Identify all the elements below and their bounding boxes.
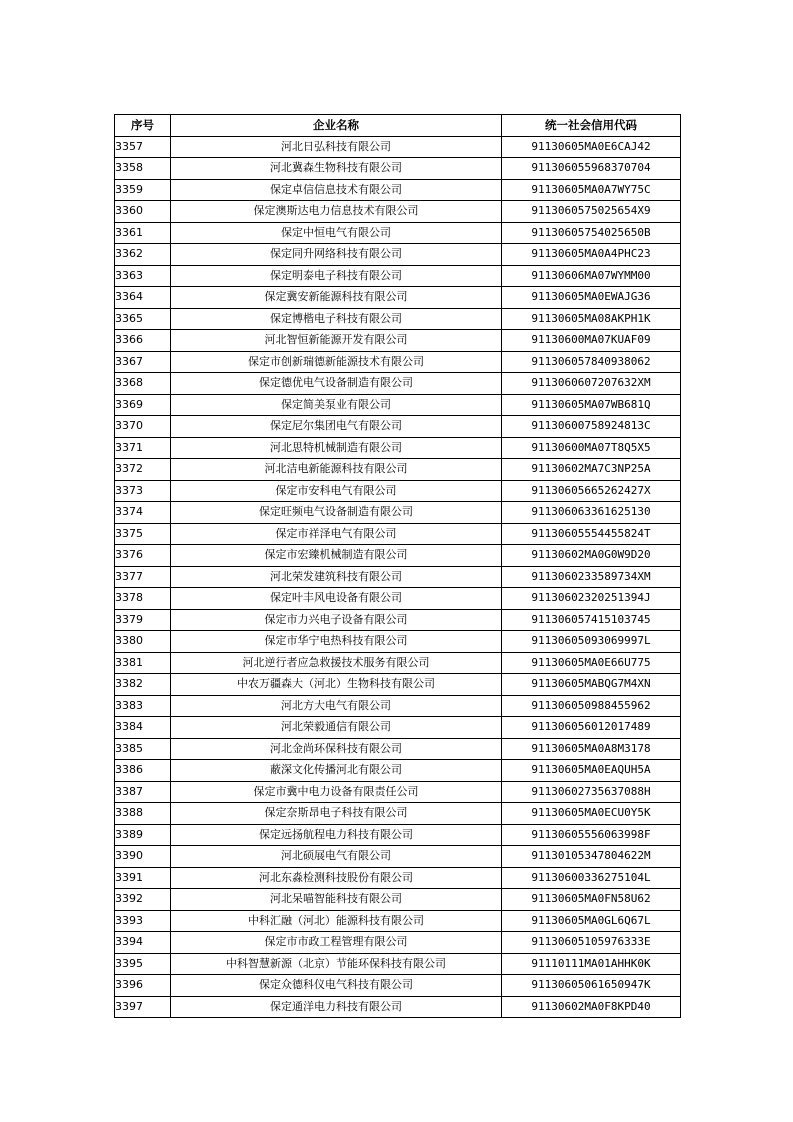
- row-name: 保定简美泵业有限公司: [171, 394, 502, 416]
- table-row: [115, 631, 681, 653]
- row-code: 91130605MA0A4PHC23: [502, 244, 681, 266]
- enterprise-table: [114, 114, 681, 1018]
- row-name: 保定博楷电子科技有限公司: [171, 308, 502, 330]
- table-row: [115, 910, 681, 932]
- table-row: [115, 502, 681, 524]
- row-seq: 3376: [115, 545, 171, 567]
- row-seq: 3358: [115, 158, 171, 180]
- row-seq: 3388: [115, 803, 171, 825]
- row-seq: 3382: [115, 674, 171, 696]
- row-code: 91130605MA0EAQUH5A: [502, 760, 681, 782]
- row-seq: 3392: [115, 889, 171, 911]
- row-code: 91130600758924813C: [502, 416, 681, 438]
- row-code: 91130605MA0A7WY75C: [502, 179, 681, 201]
- row-name: 河北冀森生物科技有限公司: [171, 158, 502, 180]
- row-seq: 3360: [115, 201, 171, 223]
- table-row: [115, 437, 681, 459]
- row-name: 河北方大电气有限公司: [171, 695, 502, 717]
- table-row: [115, 695, 681, 717]
- table-row: [115, 652, 681, 674]
- row-name: 保定明泰电子科技有限公司: [171, 265, 502, 287]
- row-name: 河北荣毅通信有限公司: [171, 717, 502, 739]
- row-seq: 3357: [115, 136, 171, 158]
- table-row: [115, 889, 681, 911]
- row-name: 保定市宏臻机械制造有限公司: [171, 545, 502, 567]
- header-name: 企业名称: [171, 115, 502, 137]
- row-seq: 3380: [115, 631, 171, 653]
- row-seq: 3384: [115, 717, 171, 739]
- row-seq: 3370: [115, 416, 171, 438]
- table-header-row: [115, 115, 681, 137]
- row-code: 91130605MABQG7M4XN: [502, 674, 681, 696]
- row-name: 保定叶丰风电设备有限公司: [171, 588, 502, 610]
- row-code: 911306057415103745: [502, 609, 681, 631]
- table-row: [115, 416, 681, 438]
- row-code: 91130605MA07WB681Q: [502, 394, 681, 416]
- row-code: 91130602MA0F8KPD40: [502, 996, 681, 1018]
- row-name: 保定市创新瑞德新能源技术有限公司: [171, 351, 502, 373]
- row-seq: 3375: [115, 523, 171, 545]
- row-seq: 3362: [115, 244, 171, 266]
- table-row: [115, 459, 681, 481]
- row-name: 河北金尚环保科技有限公司: [171, 738, 502, 760]
- row-name: 保定远扬航程电力科技有限公司: [171, 824, 502, 846]
- row-name: 保定市祥泽电气有限公司: [171, 523, 502, 545]
- row-name: 蔽深文化传播河北有限公司: [171, 760, 502, 782]
- row-name: 中科汇融（河北）能源科技有限公司: [171, 910, 502, 932]
- row-name: 保定市力兴电子设备有限公司: [171, 609, 502, 631]
- row-seq: 3372: [115, 459, 171, 481]
- row-code: 91130605MA0E66U775: [502, 652, 681, 674]
- table-row: [115, 287, 681, 309]
- row-name: 河北日弘科技有限公司: [171, 136, 502, 158]
- row-seq: 3373: [115, 480, 171, 502]
- row-code: 91130606MA07WYMM00: [502, 265, 681, 287]
- table-row: [115, 674, 681, 696]
- row-seq: 3386: [115, 760, 171, 782]
- table-row: [115, 781, 681, 803]
- row-code: 91130602MA7C3NP25A: [502, 459, 681, 481]
- row-seq: 3374: [115, 502, 171, 524]
- table-row: [115, 523, 681, 545]
- table-row: [115, 609, 681, 631]
- table-row: [115, 932, 681, 954]
- table-row: [115, 308, 681, 330]
- row-name: 保定市安科电气有限公司: [171, 480, 502, 502]
- row-seq: 3395: [115, 953, 171, 975]
- row-seq: 3393: [115, 910, 171, 932]
- row-name: 保定中恒电气有限公司: [171, 222, 502, 244]
- row-name: 中农万疆森大（河北）生物科技有限公司: [171, 674, 502, 696]
- row-name: 河北呆喵智能科技有限公司: [171, 889, 502, 911]
- row-code: 91130105347804622M: [502, 846, 681, 868]
- row-name: 河北洁电新能源科技有限公司: [171, 459, 502, 481]
- row-seq: 3369: [115, 394, 171, 416]
- header-code: 统一社会信用代码: [502, 115, 681, 137]
- row-name: 河北硕展电气有限公司: [171, 846, 502, 868]
- table-row: [115, 394, 681, 416]
- row-code: 91130602735637088H: [502, 781, 681, 803]
- row-seq: 3367: [115, 351, 171, 373]
- row-name: 保定同升网络科技有限公司: [171, 244, 502, 266]
- row-name: 河北思特机械制造有限公司: [171, 437, 502, 459]
- row-seq: 3363: [115, 265, 171, 287]
- table-row: [115, 330, 681, 352]
- row-seq: 3377: [115, 566, 171, 588]
- table-row: [115, 244, 681, 266]
- table-row: [115, 824, 681, 846]
- row-name: 河北荣发建筑科技有限公司: [171, 566, 502, 588]
- row-code: 91130605554455824T: [502, 523, 681, 545]
- row-code: 91130600MA07KUAF09: [502, 330, 681, 352]
- row-seq: 3381: [115, 652, 171, 674]
- row-name: 中科智慧新源（北京）节能环保科技有限公司: [171, 953, 502, 975]
- table-row: [115, 566, 681, 588]
- table-row: [115, 996, 681, 1018]
- row-seq: 3389: [115, 824, 171, 846]
- row-name: 保定澳斯达电力信息技术有限公司: [171, 201, 502, 223]
- row-code: 91110111MA01AHHK0K: [502, 953, 681, 975]
- row-seq: 3371: [115, 437, 171, 459]
- row-name: 保定市华宁电热科技有限公司: [171, 631, 502, 653]
- row-seq: 3385: [115, 738, 171, 760]
- row-code: 9113060575025654X9: [502, 201, 681, 223]
- row-seq: 3387: [115, 781, 171, 803]
- row-code: 91130602320251394J: [502, 588, 681, 610]
- row-code: 91130605665262427X: [502, 480, 681, 502]
- row-seq: 3391: [115, 867, 171, 889]
- row-seq: 3359: [115, 179, 171, 201]
- row-name: 河北逆行者应急救援技术服务有限公司: [171, 652, 502, 674]
- table-row: [115, 953, 681, 975]
- row-code: 91130605061650947K: [502, 975, 681, 997]
- row-code: 91130605MA0GL6Q67L: [502, 910, 681, 932]
- table-row: [115, 717, 681, 739]
- row-seq: 3365: [115, 308, 171, 330]
- row-name: 保定旺频电气设备制造有限公司: [171, 502, 502, 524]
- row-seq: 3396: [115, 975, 171, 997]
- table-row: [115, 222, 681, 244]
- row-code: 9113060233589734XM: [502, 566, 681, 588]
- row-code: 91130605MA0ECU0Y5K: [502, 803, 681, 825]
- table-row: [115, 373, 681, 395]
- row-name: 保定德优电气设备制造有限公司: [171, 373, 502, 395]
- row-code: 911306050988455962: [502, 695, 681, 717]
- row-code: 9113060607207632XM: [502, 373, 681, 395]
- header-seq: 序号: [115, 115, 171, 137]
- table-row: [115, 351, 681, 373]
- row-code: 91130600336275104L: [502, 867, 681, 889]
- table-row: [115, 265, 681, 287]
- row-seq: 3397: [115, 996, 171, 1018]
- table-row: [115, 588, 681, 610]
- row-code: 91130605556063998F: [502, 824, 681, 846]
- row-code: 911306056012017489: [502, 717, 681, 739]
- row-name: 河北智恒新能源开发有限公司: [171, 330, 502, 352]
- row-seq: 3361: [115, 222, 171, 244]
- row-seq: 3366: [115, 330, 171, 352]
- row-seq: 3378: [115, 588, 171, 610]
- row-seq: 3394: [115, 932, 171, 954]
- row-code: 91130605MA0EWAJG36: [502, 287, 681, 309]
- row-name: 保定尼尔集团电气有限公司: [171, 416, 502, 438]
- row-code: 91130605MA0FN58U62: [502, 889, 681, 911]
- table-row: [115, 545, 681, 567]
- row-code: 91130605105976333E: [502, 932, 681, 954]
- row-name: 河北东淼检测科技股份有限公司: [171, 867, 502, 889]
- table-row: [115, 201, 681, 223]
- table-row: [115, 158, 681, 180]
- row-code: 911306055968370704: [502, 158, 681, 180]
- row-code: 91130605MA08AKPH1K: [502, 308, 681, 330]
- table-row: [115, 867, 681, 889]
- row-code: 911306063361625130: [502, 502, 681, 524]
- row-name: 保定市冀中电力设备有限责任公司: [171, 781, 502, 803]
- table-row: [115, 179, 681, 201]
- table-row: [115, 846, 681, 868]
- row-code: 91130605MA0E6CAJ42: [502, 136, 681, 158]
- table-row: [115, 136, 681, 158]
- row-name: 保定奈斯昂电子科技有限公司: [171, 803, 502, 825]
- table-row: [115, 738, 681, 760]
- row-code: 911306057840938062: [502, 351, 681, 373]
- row-name: 保定众德科仪电气科技有限公司: [171, 975, 502, 997]
- row-code: 91130600MA07T8Q5X5: [502, 437, 681, 459]
- row-code: 91130605MA0A8M3178: [502, 738, 681, 760]
- row-name: 保定通洋电力科技有限公司: [171, 996, 502, 1018]
- table-row: [115, 480, 681, 502]
- row-name: 保定冀安新能源科技有限公司: [171, 287, 502, 309]
- row-seq: 3368: [115, 373, 171, 395]
- table-row: [115, 975, 681, 997]
- row-code: 91130605754025650B: [502, 222, 681, 244]
- table-row: [115, 760, 681, 782]
- row-seq: 3390: [115, 846, 171, 868]
- row-name: 保定卓信信息技术有限公司: [171, 179, 502, 201]
- row-seq: 3379: [115, 609, 171, 631]
- row-name: 保定市市政工程管理有限公司: [171, 932, 502, 954]
- table-row: [115, 803, 681, 825]
- row-code: 91130602MA0G0W9D20: [502, 545, 681, 567]
- row-code: 91130605093069997L: [502, 631, 681, 653]
- row-seq: 3364: [115, 287, 171, 309]
- row-seq: 3383: [115, 695, 171, 717]
